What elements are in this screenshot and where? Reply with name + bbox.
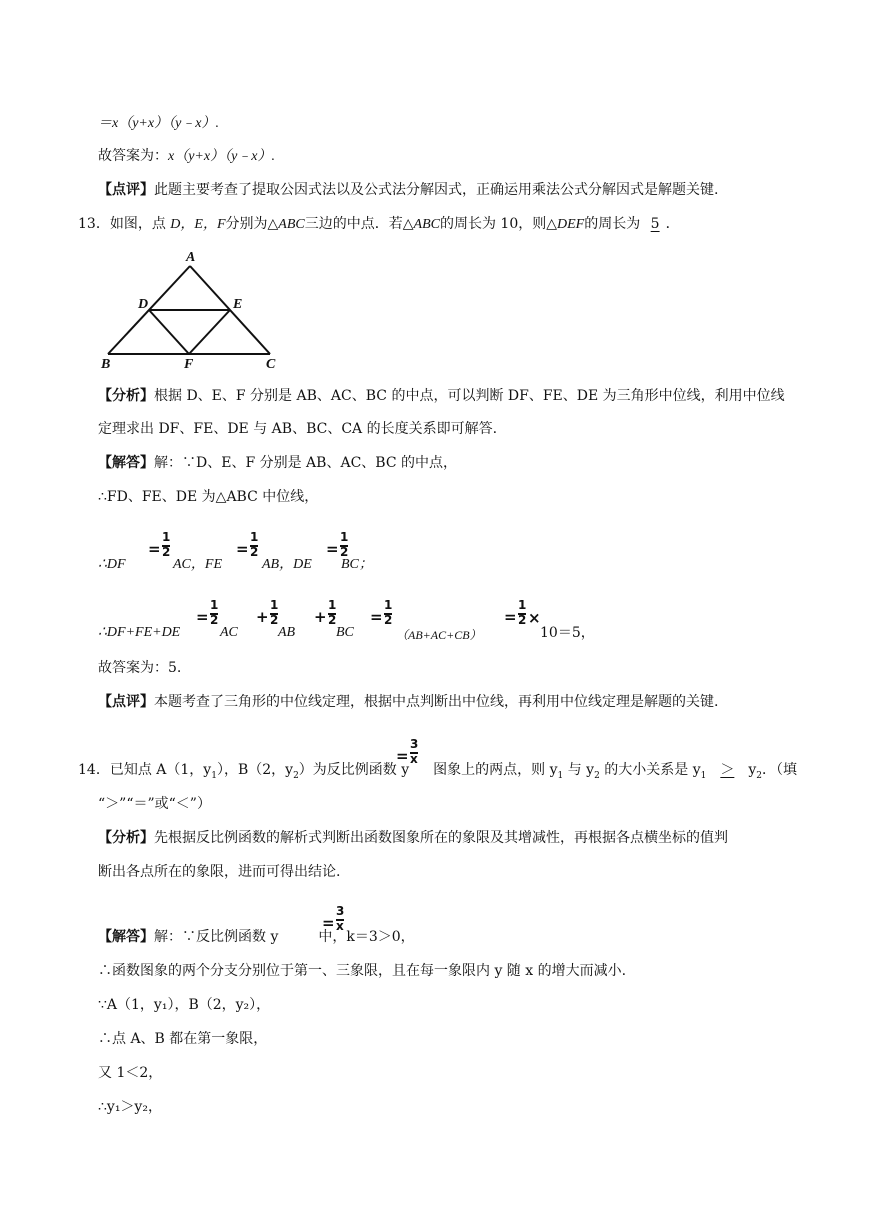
vertex-label-e: E [233,297,243,312]
q14-stem-line2: “＞”“＝”或“＜”） [98,796,211,812]
q14-stem: 14．已知点 A（1，$y_1$），B（2，$y_2$）为反比例函数 y 图象上的两点，则 $y_1$ 与 $y_2$ 的大小关系是 $y_1 > y_2$．（填 [78,762,797,781]
q12-result-line: ＝x（y+x）（y﹣x）. [98,116,220,131]
vertex-label-a: A [186,250,196,265]
q14-solution-6: ∴y₁＞y₂， [98,1099,162,1115]
q13-comment: 【点评】本题考查了三角形的中位线定理，根据中点判断出中位线，再利用中位线定理是解题的关键. [98,694,719,710]
q13-solution-2: ∴FD、FE、DE 为△ABC 中位线， [98,489,319,505]
q14-solution-5: 又 1＜2， [98,1065,163,1081]
q12-comment: 【点评】此题主要考查了提取公因式法以及公式法分解因式，正确运用乘法公式分解因式是解题关键. [98,182,719,198]
q13-sol3-t2: AC，FE [173,557,222,572]
q14-analysis-1: 【分析】先根据反比例函数的解析式判断出函数图象所在的象限及其增减性，再根据各点横坐标的值判 [98,830,728,846]
q13-solution-1: 【解答】解：∵D、E、F 分别是 AB、AC、BC 的中点， [98,455,457,471]
times-sign: × [528,609,541,627]
q13-answer-line: 故答案为：5. [98,660,182,676]
q14-solution-2: ∴函数图象的两个分支分别位于第一、三象限，且在每一象限内 y 随 x 的增大而减小. [98,963,627,979]
q13-sol4-t5: （AB+AC+CB） [396,628,482,642]
q13-sol4-t4: BC [336,625,354,640]
q13-sol4-t6: 10＝5， [540,625,595,641]
q13-sol3-t4: BC； [341,557,373,572]
vertex-label-f: F [184,357,194,372]
vertex-label-c: C [266,357,276,372]
triangle-figure [98,248,288,373]
q13-sol3-t3: AB，DE [262,557,312,572]
vertex-label-b: B [101,357,111,372]
q14-solution-1: 【解答】解：∵反比例函数 y 中，k＝3＞0， [98,929,415,945]
q13-sol4-t2: AC [220,625,238,640]
q13-sol4-t1: ∴DF+FE+DE [98,625,181,640]
q13-stem: 13．如图，点 D，E，F分别为△ABC三边的中点．若△ABC的周长为 10，则△DEF的周长为 5 ． [78,216,680,232]
vertex-label-d: D [138,297,149,312]
q14-answer-blank: ＞ [720,762,735,778]
q13-analysis-2: 定理求出 DF、FE、DE 与 AB、BC、CA 的长度关系即可解答. [98,421,498,437]
q12-answer-line: 故答案为：x（y+x）（y﹣x）. [98,148,276,164]
q14-solution-4: ∴点 A、B 都在第一象限， [98,1031,268,1047]
q14-solution-3: ∵A（1，y₁），B（2，y₂）， [98,997,271,1013]
q13-sol4-t3: AB [278,625,296,640]
q13-sol3-t1: ∴DF [98,557,126,572]
q13-answer-blank: 5 [650,216,660,232]
q13-analysis-1: 【分析】根据 D、E、F 分别是 AB、AC、BC 的中点，可以判断 DF、FE、DE 为三角形中位线，利用中位线 [98,388,785,404]
q14-analysis-2: 断出各点所在的象限，进而可得出结论. [98,864,341,880]
